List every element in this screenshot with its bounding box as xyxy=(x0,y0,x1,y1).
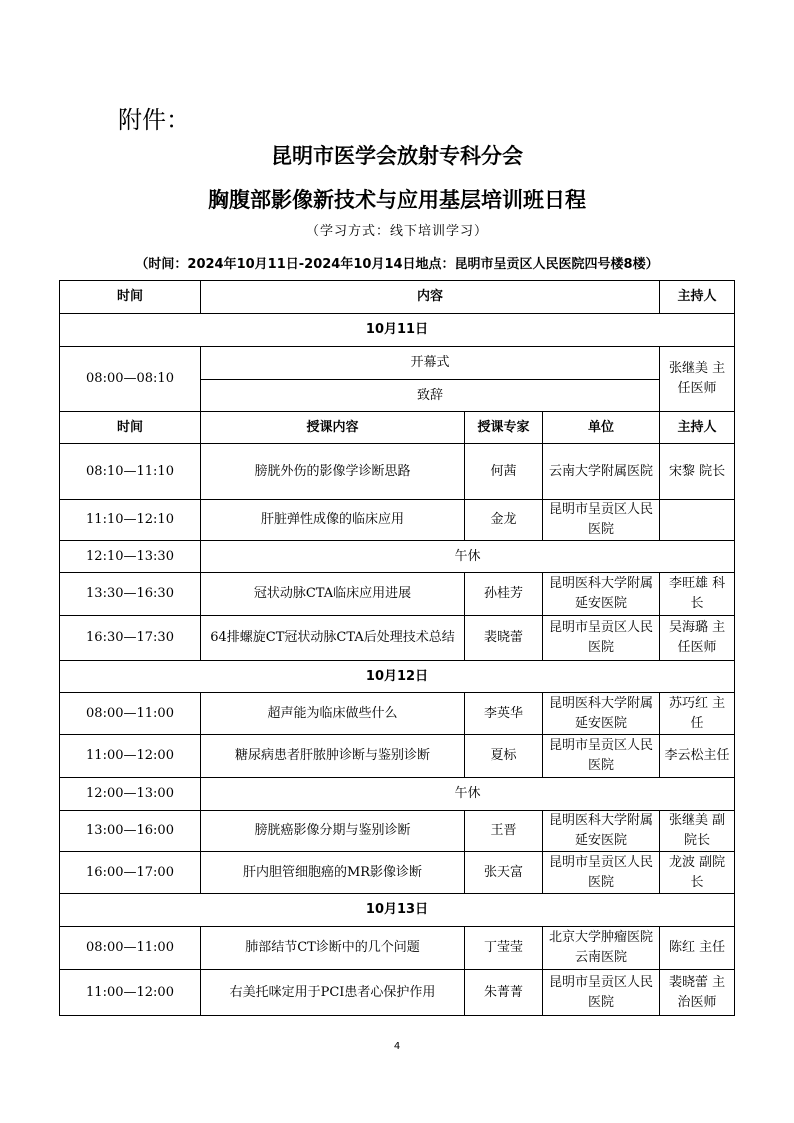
row-expert: 孙桂芳 xyxy=(465,573,543,616)
table-row xyxy=(60,852,735,894)
row-unit: 昆明医科大学附属延安医院 xyxy=(543,693,660,735)
row-host: 龙波 副院长 xyxy=(660,852,735,894)
row-time: 16:00—17:00 xyxy=(60,852,201,894)
day-label: 10月11日 xyxy=(60,314,735,347)
subtitle: （学习方式：线下培训学习） xyxy=(305,224,488,239)
row-topic: 膀胱癌影像分期与鉴别诊断 xyxy=(201,811,465,852)
break-label: 午休 xyxy=(201,778,735,811)
row-unit: 昆明市呈贡区人民医院 xyxy=(543,616,660,661)
header-time: 时间 xyxy=(60,281,201,314)
row-time: 11:10—12:10 xyxy=(60,500,201,541)
row-topic: 右美托咪定用于PCI患者心保护作用 xyxy=(201,970,465,1016)
day-row xyxy=(60,894,735,927)
row-topic: 肝内胆管细胞癌的MR影像诊断 xyxy=(201,852,465,894)
row-host: 宋黎 院长 xyxy=(660,444,735,500)
opening-host: 张继美 主任医师 xyxy=(660,347,735,412)
opening-item: 开幕式 xyxy=(201,347,660,380)
row-expert: 李英华 xyxy=(465,693,543,735)
title-line-2: 胸腹部影像新技术与应用基层培训班日程 xyxy=(208,188,586,212)
top-header-row xyxy=(60,281,735,314)
row-expert: 何茜 xyxy=(465,444,543,500)
row-host: 李旺雄 科长 xyxy=(660,573,735,616)
break-time: 12:10—13:30 xyxy=(60,541,201,573)
row-host: 陈红 主任 xyxy=(660,927,735,970)
row-expert: 丁莹莹 xyxy=(465,927,543,970)
row-unit: 北京大学肿瘤医院云南医院 xyxy=(543,927,660,970)
row-host: 苏巧红 主任 xyxy=(660,693,735,735)
table-row xyxy=(60,500,735,541)
break-row xyxy=(60,778,735,811)
row-unit: 昆明医科大学附属延安医院 xyxy=(543,811,660,852)
header-host: 主持人 xyxy=(660,412,735,444)
header-host: 主持人 xyxy=(660,281,735,314)
day-row xyxy=(60,661,735,693)
row-time: 11:00—12:00 xyxy=(60,735,201,778)
row-expert: 朱菁菁 xyxy=(465,970,543,1016)
row-unit: 昆明市呈贡区人民医院 xyxy=(543,852,660,894)
day-label: 10月13日 xyxy=(60,894,735,927)
row-time: 16:30—17:30 xyxy=(60,616,201,661)
row-unit: 昆明医科大学附属延安医院 xyxy=(543,573,660,616)
title-line-1: 昆明市医学会放射专科分会 xyxy=(271,144,523,168)
row-expert: 张天富 xyxy=(465,852,543,894)
header-topic: 授课内容 xyxy=(201,412,465,444)
row-topic: 肺部结节CT诊断中的几个问题 xyxy=(201,927,465,970)
day-row xyxy=(60,314,735,347)
table-row xyxy=(60,811,735,852)
opening-time: 08:00—08:10 xyxy=(60,347,201,412)
row-expert: 夏标 xyxy=(465,735,543,778)
row-topic: 超声能为临床做些什么 xyxy=(201,693,465,735)
row-expert: 王晋 xyxy=(465,811,543,852)
row-time: 08:10—11:10 xyxy=(60,444,201,500)
row-unit: 昆明市呈贡区人民医院 xyxy=(543,735,660,778)
row-time: 08:00—11:00 xyxy=(60,927,201,970)
page-number: 4 xyxy=(393,1041,401,1052)
row-expert: 金龙 xyxy=(465,500,543,541)
header-content: 内容 xyxy=(201,281,660,314)
row-topic: 64排螺旋CT冠状动脉CTA后处理技术总结 xyxy=(201,616,465,661)
opening-item: 致辞 xyxy=(201,380,660,412)
row-time: 11:00—12:00 xyxy=(60,970,201,1016)
attachment-label: 附件： xyxy=(118,106,190,134)
row-host: 吴海璐 主任医师 xyxy=(660,616,735,661)
table-row xyxy=(60,573,735,616)
row-unit: 昆明市呈贡区人民医院 xyxy=(543,970,660,1016)
row-host: 张继美 副院长 xyxy=(660,811,735,852)
row-topic: 肝脏弹性成像的临床应用 xyxy=(201,500,465,541)
row-topic: 冠状动脉CTA临床应用进展 xyxy=(201,573,465,616)
header-expert: 授课专家 xyxy=(465,412,543,444)
break-time: 12:00—13:00 xyxy=(60,778,201,811)
table-row xyxy=(60,693,735,735)
row-unit: 昆明市呈贡区人民医院 xyxy=(543,500,660,541)
opening-row xyxy=(60,347,735,380)
row-topic: 膀胱外伤的影像学诊断思路 xyxy=(201,444,465,500)
row-time: 13:00—16:00 xyxy=(60,811,201,852)
break-label: 午休 xyxy=(201,541,735,573)
header-time: 时间 xyxy=(60,412,201,444)
row-topic: 糖尿病患者肝脓肿诊断与鉴别诊断 xyxy=(201,735,465,778)
day-label: 10月12日 xyxy=(60,661,735,693)
table-row xyxy=(60,970,735,1016)
row-host: 裴晓蕾 主治医师 xyxy=(660,970,735,1016)
row-time: 13:30—16:30 xyxy=(60,573,201,616)
row-host xyxy=(660,500,735,541)
row-unit: 云南大学附属医院 xyxy=(543,444,660,500)
time-place: （时间：2024年10月11日-2024年10月14日地点：昆明市呈贡区人民医院四号楼8楼） xyxy=(135,257,659,272)
table-row xyxy=(60,735,735,778)
row-host: 李云松主任 xyxy=(660,735,735,778)
lecture-header-row xyxy=(60,412,735,444)
schedule-table xyxy=(59,280,735,1016)
header-unit: 单位 xyxy=(543,412,660,444)
table-row xyxy=(60,444,735,500)
table-row xyxy=(60,927,735,970)
row-expert: 裴晓蕾 xyxy=(465,616,543,661)
row-time: 08:00—11:00 xyxy=(60,693,201,735)
table-row xyxy=(60,616,735,661)
break-row xyxy=(60,541,735,573)
